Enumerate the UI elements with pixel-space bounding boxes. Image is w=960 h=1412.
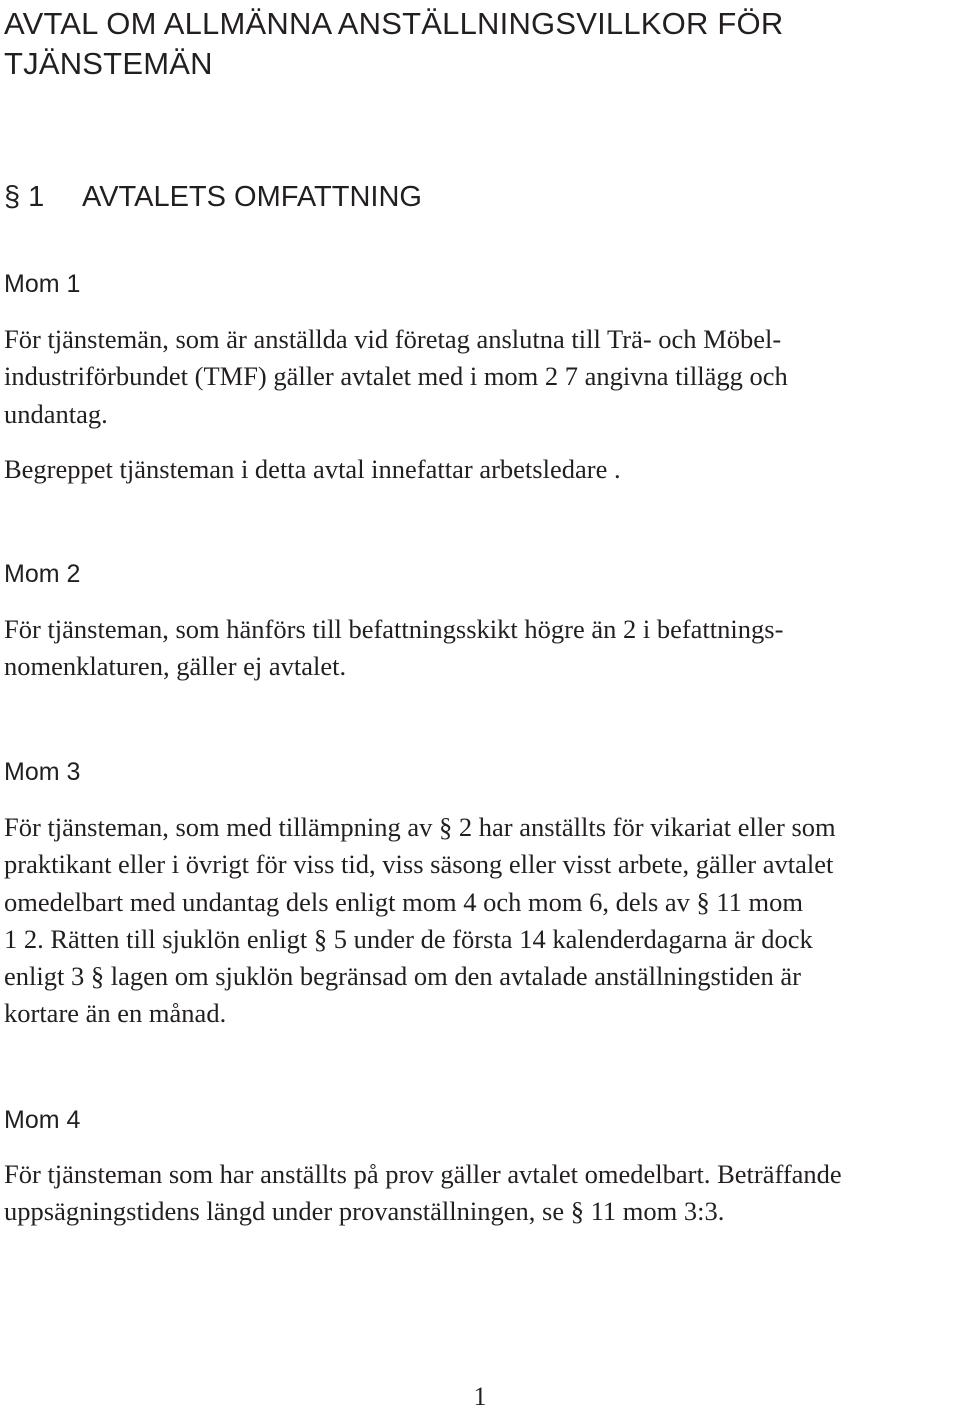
mom-3-heading: Mom 3 — [4, 758, 81, 786]
text-line: uppsägningstidens längd under provanställningen, se § 11 mom 3:3. — [4, 1196, 725, 1227]
text-line: praktikant eller i övrigt för viss tid, viss säsong eller visst arbete, gäller avtalet — [4, 849, 834, 880]
text-line: Begreppet tjänsteman i detta avtal innefattar arbetsledare . — [4, 454, 621, 484]
mom-1-paragraph-2 — [4, 451, 956, 488]
mom-4-paragraph-1 — [4, 1156, 956, 1231]
mom-1-paragraph-1 — [4, 321, 956, 433]
text-line: kortare än en månad. — [4, 998, 227, 1029]
text-line: industriförbundet (TMF) gäller avtalet med i mom 2 7 angivna tillägg och — [4, 361, 788, 392]
text-line: För tjänsteman som har anställts på prov gäller avtalet omedelbart. Beträffande — [4, 1159, 842, 1189]
page-number: 1 — [473, 1382, 487, 1411]
text-line: enligt 3 § lagen om sjuklön begränsad om den avtalade anställningstiden är — [4, 961, 802, 992]
mom-2-heading: Mom 2 — [4, 560, 81, 588]
mom-1-heading: Mom 1 — [4, 270, 81, 298]
section-title: AVTALETS OMFATTNING — [82, 181, 422, 213]
mom-4-heading: Mom 4 — [4, 1106, 81, 1134]
text-line: För tjänsteman, som hänförs till befattningsskikt högre än 2 i befattnings- — [4, 614, 784, 644]
section-heading — [4, 178, 422, 216]
mom-3-paragraph-1 — [4, 809, 956, 1033]
document-title-line-2: TJÄNSTEMÄN — [4, 46, 213, 81]
text-line: För tjänsteman, som med tillämpning av § 2 har anställts för vikariat eller som — [4, 812, 836, 842]
text-line: nomenklaturen, gäller ej avtalet. — [4, 651, 347, 682]
document-title-line-1: AVTAL OM ALLMÄNNA ANSTÄLLNINGSVILLKOR FÖR — [4, 6, 784, 41]
text-line: omedelbart med undantag dels enligt mom 4 och mom 6, dels av § 11 mom — [4, 886, 804, 917]
text-line: För tjänstemän, som är anställda vid företag anslutna till Trä- och Möbel- — [4, 324, 782, 354]
section-number: § 1 — [4, 181, 45, 213]
text-line: 1 2. Rätten till sjuklön enligt § 5 under de första 14 kalenderdagarna är dock — [4, 923, 813, 954]
mom-2-paragraph-1 — [4, 611, 956, 686]
document-title — [4, 4, 944, 84]
text-line: undantag. — [4, 398, 108, 429]
